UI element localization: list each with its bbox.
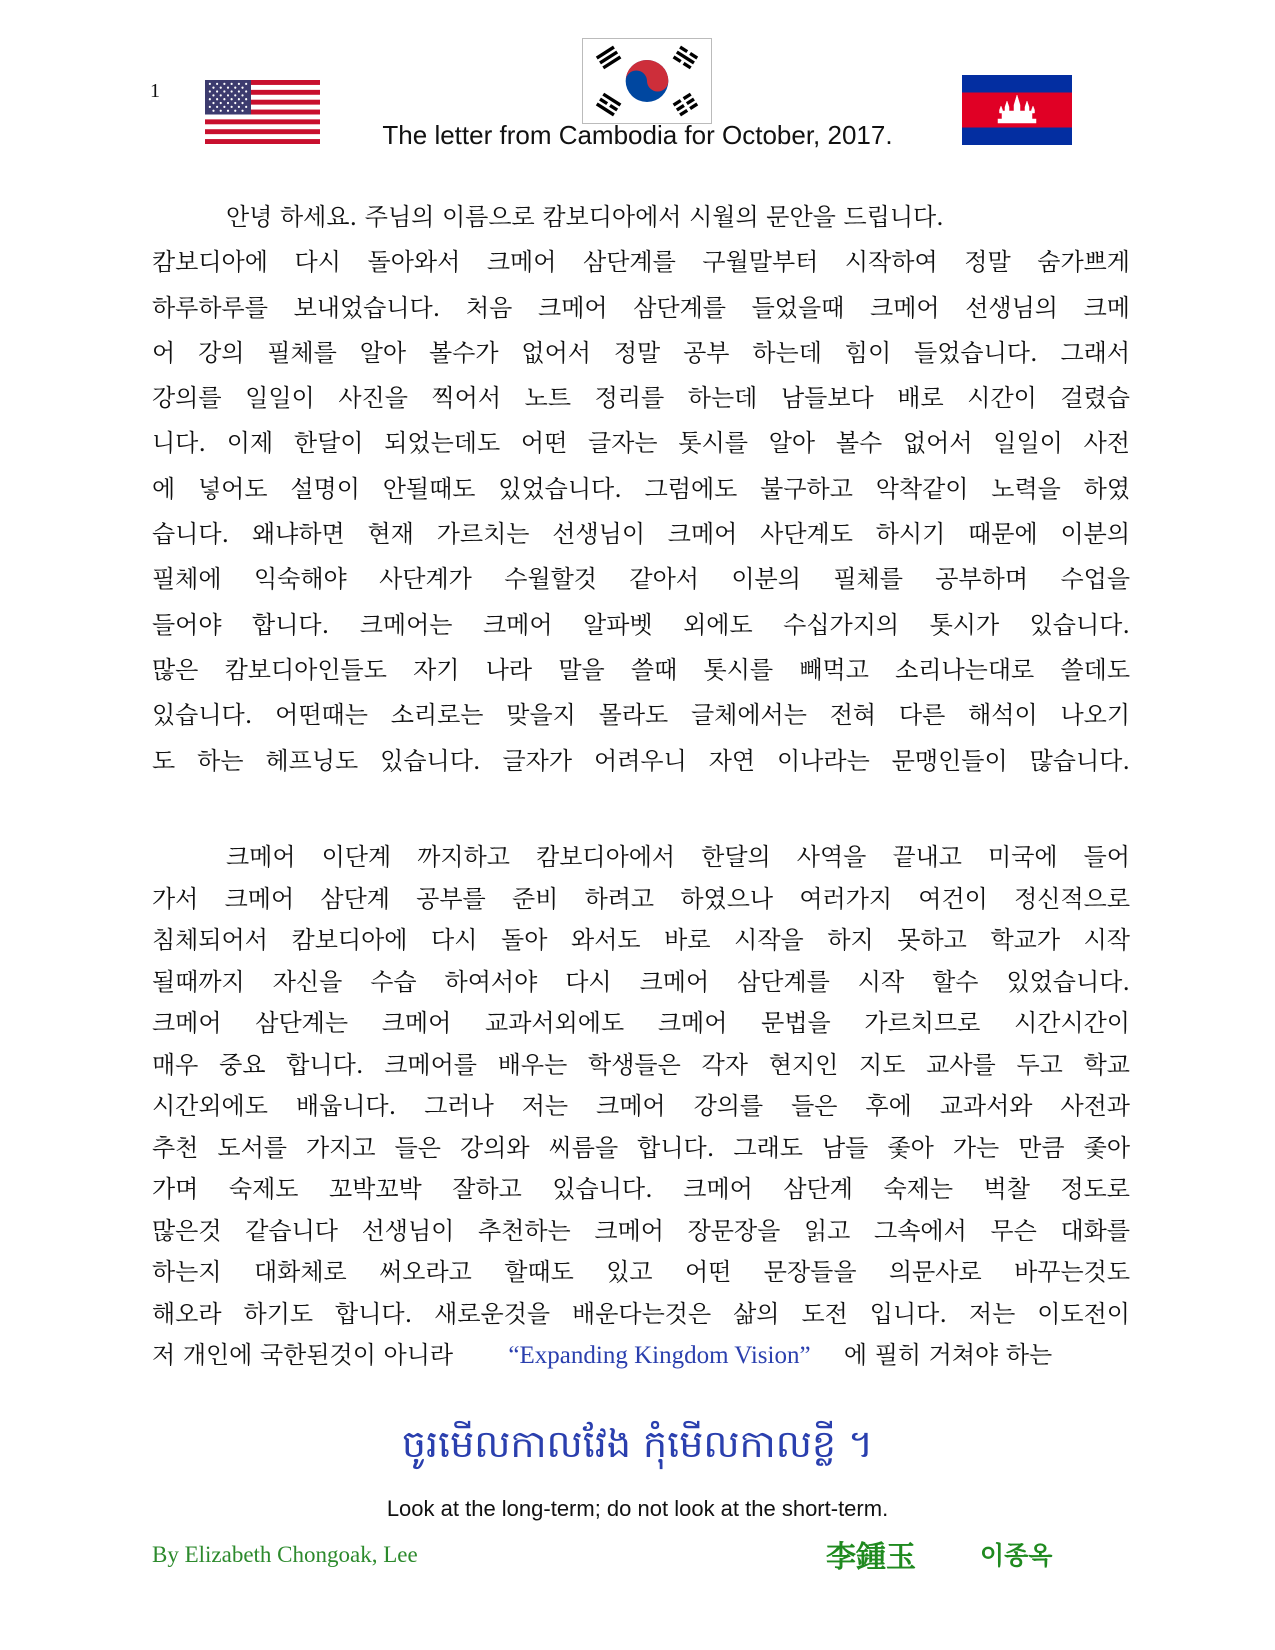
paragraph-line: 강의를 일일이 사진을 찍어서 노트 정리를 하는데 남들보다 배로 시간이 걸렸습 (152, 384, 1130, 413)
paragraph-line: 해오라 하기도 합니다. 새로운것을 배운다는것은 삶의 도전 입니다. 저는 이도전이 (152, 1299, 1130, 1328)
paragraph-line: 가며 숙제도 꼬박꼬박 잘하고 있습니다. 크메어 삼단계 숙제는 벅찰 정도로 (152, 1175, 1130, 1203)
paragraph-line: 캄보디아에 다시 돌아와서 크메어 삼단계를 구월말부터 시작하여 정말 숨가쁘게 (152, 248, 1130, 277)
paragraph-line: 될때까지 자신을 수습 하여서야 다시 크메어 삼단계를 시작 할수 있었습니다. (152, 967, 1130, 996)
quote-open: “ (508, 1342, 520, 1369)
paragraph-line: 있습니다. 어떤때는 소리로는 맞을지 몰라도 글체에서는 전혀 다른 해석이 나오기 (152, 701, 1130, 730)
author-hanja-name: 李鍾玉 (826, 1540, 916, 1575)
last-line-after: 에 필히 거쳐야 하는 (843, 1341, 1053, 1369)
quote-close: ” (799, 1342, 811, 1369)
paragraph-line: 많은 캄보디아인들도 자기 나라 말을 쓸때 톳시를 빼먹고 소리나는대로 쓸데도 (152, 655, 1130, 684)
paragraph-line: 크메어 이단계 까지하고 캄보디아에서 한달의 사역을 끝내고 미국에 들어 (226, 843, 1130, 871)
paragraph-line: 들어야 합니다. 크메어는 크메어 알파벳 외에도 수십가지의 톳시가 있습니다. (152, 610, 1130, 639)
paragraph-line: 크메어 삼단계는 크메어 교과서외에도 크메어 문법을 가르치므로 시간시간이 (152, 1009, 1130, 1037)
author-korean-name: 이종옥 (980, 1541, 1053, 1570)
paragraph-line: 하는지 대화체로 써오라고 할때도 있고 어떤 문장들을 의문사로 바꾸는것도 (152, 1258, 1130, 1286)
paragraph-line: 가서 크메어 삼단계 공부를 준비 하려고 하였으나 여러가지 여건이 정신적으로 (152, 884, 1130, 913)
paragraph-line: 추천 도서를 가지고 들은 강의와 씨름을 합니다. 그래도 남들 좇아 가는 만큼 좇아 (152, 1133, 1130, 1162)
page-number: 1 (150, 80, 160, 102)
paragraph-line: 침체되어서 캄보디아에 다시 돌아 와서도 바로 시작을 하지 못하고 학교가 시작 (152, 926, 1130, 954)
paragraph-line: 에 넣어도 설명이 안될때도 있었습니다. 그럼에도 불구하고 악착같이 노력을 하였 (152, 474, 1130, 503)
paragraph-last-line (152, 1335, 1130, 1377)
paragraph-line: 많은것 같습니다 선생님이 추천하는 크메어 장문장을 읽고 그속에서 무슨 대화를 (152, 1216, 1130, 1245)
paragraph-line: 습니다. 왜냐하면 현재 가르치는 선생님이 크메어 사단계도 하시기 때문에 이분의 (152, 520, 1130, 549)
paragraph-1 (152, 195, 1130, 784)
korea-flag-icon (582, 38, 712, 124)
paragraph-line: 도 하는 헤프닝도 있습니다. 글자가 어려우니 자연 이나라는 문맹인들이 많습니다. (152, 746, 1130, 775)
paragraph-line: 필체에 익숙해야 사단계가 수월할것 같아서 이분의 필체를 공부하며 수업을 (152, 565, 1130, 594)
khmer-proverb: ចូរមើលកាលវែង កុំមើលកាលខ្លី ។ (401, 1422, 874, 1466)
paragraph-line: 매우 중요 합니다. 크메어를 배우는 학생들은 각자 현지인 지도 교사를 두고 학교 (152, 1050, 1130, 1079)
paragraph-line: 어 강의 필체를 알아 볼수가 없어서 정말 공부 하는데 힘이 들었습니다. 그래서 (152, 338, 1130, 367)
paragraph-2 (152, 837, 1130, 1377)
expanding-kingdom-vision: Expanding Kingdom Vision (519, 1342, 800, 1369)
letter-title: The letter from Cambodia for October, 2017. (382, 120, 893, 150)
paragraph-line: 안녕 하세요. 주님의 이름으로 캄보디아에서 시월의 문안을 드립니다. (226, 203, 944, 231)
paragraph-line: 니다. 이제 한달이 되었는데도 어떤 글자는 톳시를 알아 볼수 없어서 일일이 사전 (152, 429, 1130, 458)
author-english-name: By Elizabeth Chongoak, Lee (152, 1542, 418, 1567)
proverb-translation: Look at the long-term; do not look at the short-term. (386, 1496, 889, 1521)
paragraph-line: 시간외에도 배웁니다. 그러나 저는 크메어 강의를 들은 후에 교과서와 사전과 (152, 1092, 1130, 1120)
paragraph-line: 하루하루를 보내었습니다. 처음 크메어 삼단계를 들었을때 크메어 선생님의 크메 (152, 293, 1130, 322)
last-line-before: 저 개인에 국한된것이 아니라 (152, 1341, 454, 1369)
